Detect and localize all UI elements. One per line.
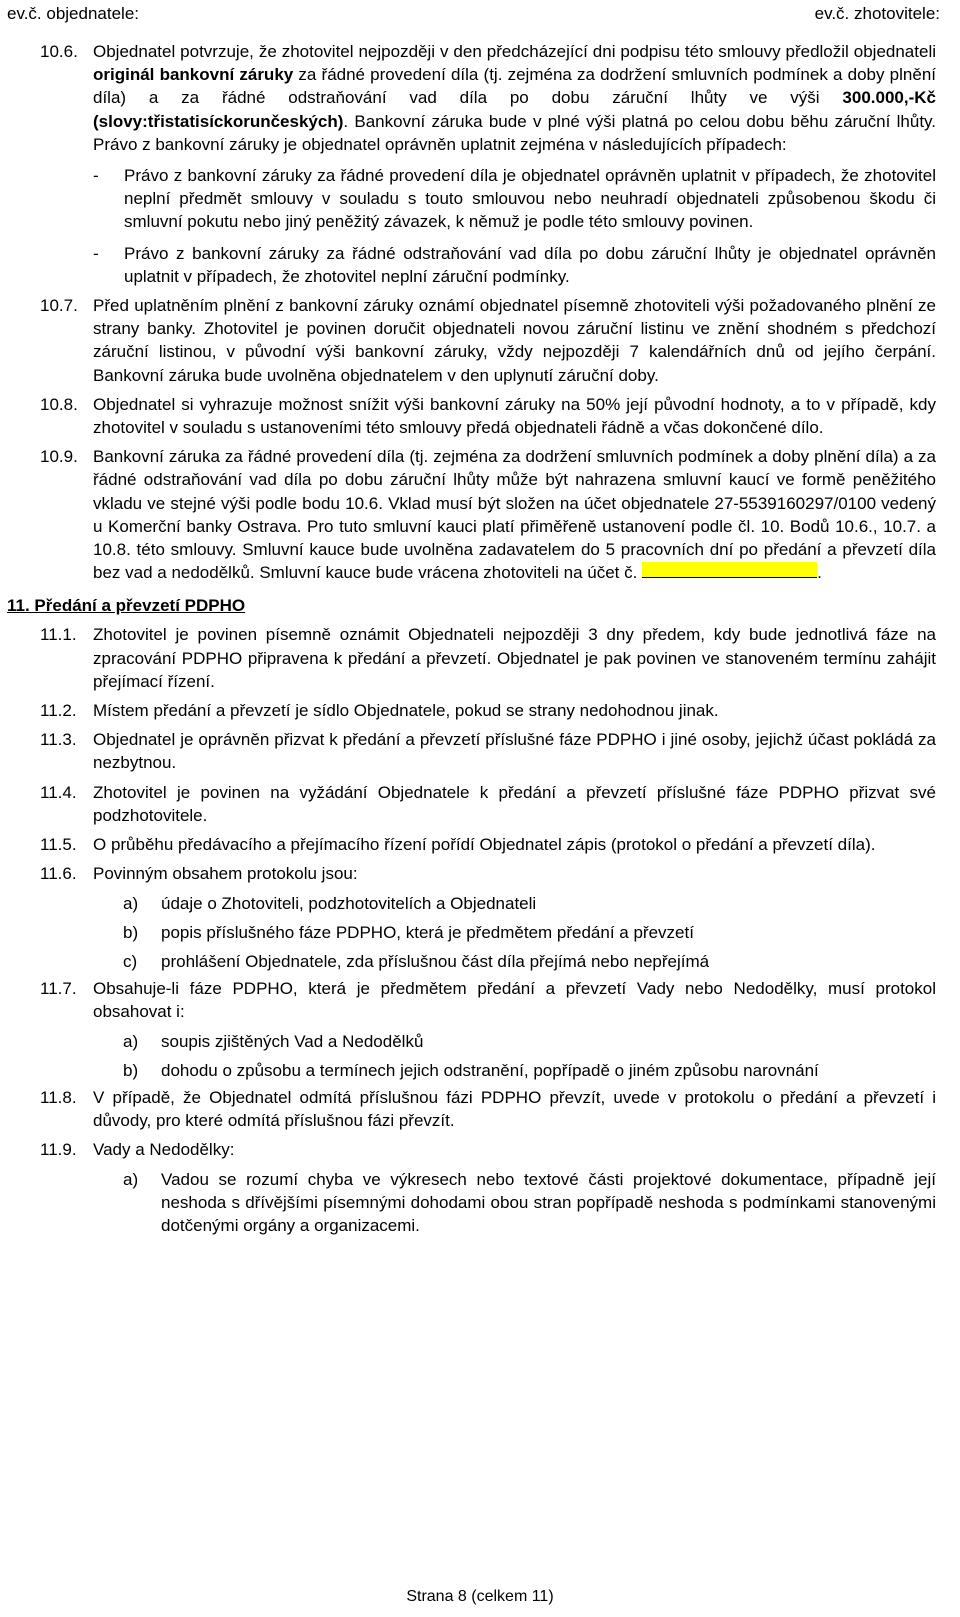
clause-number: 11.8. (40, 1087, 77, 1107)
dash-marker: - (93, 166, 99, 186)
clause-10-7 (0, 294, 960, 387)
header-contractor-ref: ev.č. zhotovitele: (814, 4, 940, 23)
list-item (0, 921, 960, 944)
list-text: popis příslušného fáze PDPHO, která je předmětem předání a převzetí (161, 922, 694, 942)
clause-number: 11.2. (40, 701, 77, 721)
list-item (0, 1168, 960, 1238)
clause-text: Vady a Nedodělky: (93, 1140, 235, 1160)
list-marker: a) (123, 1169, 139, 1189)
clause-11-9 (0, 1138, 960, 1161)
clause-number: 10.9. (40, 447, 78, 467)
list-item (0, 892, 960, 915)
clause-text: V případě, že Objednatel odmítá příslušnou fázi PDPHO převzít, uvede v protokolu o předání a převzetí i důvody, pro které odmítá příslušnou fázi převzít. (93, 1087, 936, 1131)
clause-text: Před uplatněním plnění z bankovní záruky oznámí objednatel písemně zhotoviteli výši požadovaného plnění ze strany banky. Zhotovitel je povinen doručit objednateli novou záruční listinu ve znění shodném s předchozí záruční listinou, v původní výši bankovní záruky, vždy nejpozději 7 kalendářních dnů od jejího čerpání. Bankovní záruka bude uvolněna objednatelem v den uplynutí záruční doby. (93, 296, 936, 385)
clause-text: Objednatel si vyhrazuje možnost snížit výši bankovní záruky na 50% její původní hodnoty, a to v případě, kdy zhotovitel v souladu s ustanoveními této smlouvy předá objednateli řádně a včas dokončené dílo. (93, 394, 936, 438)
clause-text: O průběhu předávacího a přejímacího řízení pořídí Objednatel zápis (protokol o předání a převzetí díla). (93, 835, 876, 855)
clause-number: 11.5. (40, 835, 77, 855)
clause-number: 10.8. (40, 394, 78, 414)
bullet-10-6-1 (0, 164, 960, 234)
clause-text: Obsahuje-li fáze PDPHO, která je předmětem předání a převzetí Vady nebo Nedodělky, musí protokol obsahovat i: (93, 979, 936, 1022)
clause-10-8 (0, 393, 960, 439)
list-item (0, 1059, 960, 1082)
list-item (0, 1030, 960, 1053)
clause-number: 11.4. (40, 782, 77, 802)
list-text: Vadou se rozumí chyba ve výkresech nebo textové části projektové dokumentace, případně její neshoda s dřívějšími písemnými dohodami obou stran popřípadě neshoda s podmínkami stanovenými dotčenými orgány a organizacemi. (161, 1169, 936, 1235)
clause-text: Objednatel potvrzuje, že zhotovitel nejpozději v den předcházející dni podpisu této smlouvy předložil objednateli (93, 42, 936, 61)
clause-10-9 (0, 445, 960, 584)
account-number-blank[interactable] (642, 562, 817, 578)
document-body (0, 40, 960, 1241)
clause-text: Objednatel je oprávněn přizvat k předání a převzetí příslušné fáze PDPHO i jiné osoby, jejichž účast pokládá za nezbytnou. (93, 730, 936, 773)
page-footer: Strana 8 (celkem 11) (406, 1588, 554, 1605)
clause-number: 10.7. (40, 296, 78, 316)
list-marker: a) (123, 893, 139, 913)
bold-amount: 300.000,-Kč (slovy:třistatisíckorunčeských) (93, 88, 936, 131)
section-heading-11: 11. Předání a převzetí PDPHO (7, 596, 246, 616)
clause-11-8 (0, 1086, 960, 1132)
clause-text: Zhotovitel je povinen na vyžádání Objednatele k předání a převzetí příslušné fáze PDPHO přizvat své podzhotovitele. (93, 782, 936, 825)
clause-number: 11.7. (40, 979, 77, 999)
header-customer-ref: ev.č. objednatele: (7, 4, 139, 23)
clause-text: Zhotovitel je povinen písemně oznámit Objednateli nejpozději 3 dny předem, kdy bude jednotlivá fáze na zpracování PDPHO připravena k předání a převzetí. Objednatel je pak povinen ve stanoveném termínu zahájit přejímací řízení. (93, 625, 936, 691)
clause-text: . Bankovní záruka bude v plné výši platná po celou dobu běhu záruční lhůty. Právo z bankovní záruky je objednatel oprávněn uplatnit zejména v následujících případech: (93, 111, 936, 154)
bullet-10-6-2 (0, 242, 960, 288)
clause-number: 11.9. (40, 1140, 77, 1160)
list-marker: c) (123, 951, 138, 971)
clause-number: 10.6. (40, 42, 78, 61)
list-marker: b) (123, 1060, 139, 1080)
clause-11-1 (0, 623, 960, 693)
clause-text: za řádné provedení díla (tj. zejména za dodržení smluvních podmínek a doby plnění díla) a za řádné odstraňování vad díla po dobu záruční lhůty ve výši (93, 65, 936, 108)
clause-text: Bankovní záruka za řádné provedení díla (tj. zejména za dodržení smluvních podmínek a doby plnění díla) a za řádné odstraňování vad díla po dobu záruční lhůty může být nahrazena smluvní kaucí ve formě peněžitého vkladu ve stejné výši podle bodu 10.6. Vklad musí být složen na účet objednatele 27-5539160297/0100 vedený u Komerční banky Ostrava. Pro tuto smluvní kauci platí přiměřeně ustanovení podle čl. 10. Bodů 10.6., 10.7. a 10.8. této smlouvy. Smluvní kauce bude uvolněna zadavatelem do 5 pracovních dní po předání a převzetí díla bez vad a nedodělků. Smluvní kauce bude vrácena zhotoviteli na účet č. (93, 447, 936, 583)
list-text: soupis zjištěných Vad a Nedodělků (161, 1031, 424, 1051)
clause-11-3 (0, 728, 960, 774)
clause-text: Povinným obsahem protokolu jsou: (93, 864, 358, 884)
bullet-text: Právo z bankovní záruky za řádné odstraňování vad díla po dobu záruční lhůty je objednatel oprávněn uplatnit v případech, že zhotovitel neplní záruční podmínky. (124, 243, 936, 286)
clause-number: 11.6. (40, 864, 77, 884)
clause-11-4 (0, 781, 960, 827)
clause-11-2 (0, 699, 960, 722)
clause-11-6 (0, 862, 960, 885)
clause-text-end: . (817, 563, 822, 583)
clause-11-7 (0, 977, 960, 1023)
list-item (0, 950, 960, 973)
list-marker: a) (123, 1031, 139, 1051)
clause-number: 11.1. (40, 625, 77, 645)
clause-11-5 (0, 833, 960, 856)
clause-number: 11.3. (40, 730, 77, 750)
clause-text: Místem předání a převzetí je sídlo Objednatele, pokud se strany nedohodnou jinak. (93, 701, 719, 721)
list-text: údaje o Zhotoviteli, podzhotovitelích a Objednateli (161, 893, 537, 913)
dash-marker: - (93, 243, 99, 263)
bold-text: originál bankovní záruky (93, 65, 294, 85)
clause-10-6 (0, 40, 960, 156)
list-marker: b) (123, 922, 139, 942)
bullet-text: Právo z bankovní záruky za řádné provedení díla je objednatel oprávněn uplatnit v případech, že zhotovitel neplní předmět smlouvy v souladu s touto smlouvou nebo neuhradí objednateli způsobenou škodu či smluvní pokutu nebo jiný peněžitý závazek, k němuž je podle této smlouvy povinen. (124, 166, 936, 232)
list-text: prohlášení Objednatele, zda příslušnou část díla přejímá nebo nepřejímá (161, 951, 710, 971)
list-text: dohodu o způsobu a termínech jejich odstranění, popřípadě o jiném způsobu narovnání (161, 1060, 819, 1080)
